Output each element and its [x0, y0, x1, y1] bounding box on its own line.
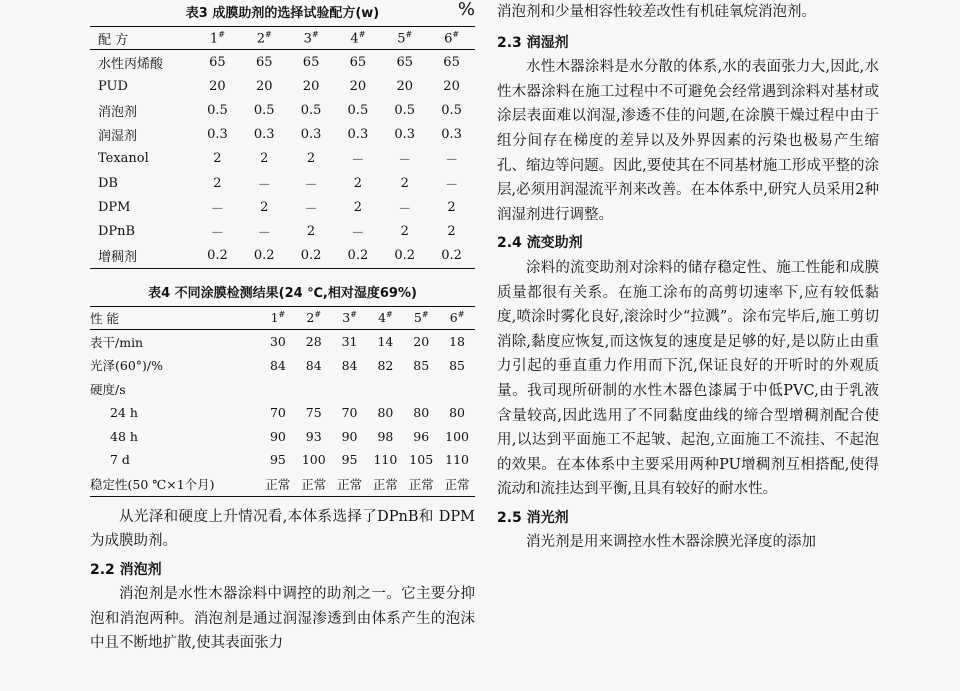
table3-cell: 2 [400, 223, 409, 239]
table4-cell [332, 377, 368, 401]
table4-cell: 70 [341, 405, 358, 421]
table4-header-cell: 4# [367, 306, 403, 329]
table4-cell: 48 h [110, 428, 138, 444]
table3-cell: 2 [447, 223, 456, 239]
table-row [90, 123, 475, 147]
table4-cell [260, 377, 296, 401]
table4-cell: 95 [341, 452, 358, 468]
table3-cell: 20 [209, 78, 226, 94]
section-2-5-heading: 2.5 消光剂 [497, 509, 569, 526]
table3-header-cell: 1# [194, 27, 241, 50]
table4-cell: 80 [413, 405, 430, 421]
table3-cell: 0.2 [300, 248, 322, 264]
table3-caption [90, 2, 475, 20]
table4-cell: 30 [269, 334, 286, 350]
table4-cell [296, 377, 332, 401]
table4-cell: 80 [377, 405, 394, 421]
right-column [497, 0, 879, 555]
table3-cell: 0.2 [253, 248, 275, 264]
table4-cell: 14 [377, 334, 394, 350]
table4-header-cell: 6# [439, 306, 475, 329]
table4-cell: 84 [341, 357, 358, 373]
table4-cell: 93 [305, 428, 322, 444]
table4-cell: 110 [373, 452, 398, 468]
table4-cell: 表干/min [90, 334, 144, 350]
table4-cell: 18 [449, 334, 466, 350]
table4-cell: 24 h [110, 405, 138, 421]
table3-cell: 0.5 [347, 102, 369, 118]
table3-cell: 0.2 [394, 248, 416, 264]
table-row [90, 195, 475, 219]
table3-cell: － [257, 177, 271, 193]
table3-cell: 2 [400, 175, 409, 191]
table3-header-cell: 6# [428, 27, 475, 50]
table3-cell: 0.3 [347, 127, 369, 143]
table3-cell: 增稠剂 [98, 250, 138, 266]
table4-cell: 正常 [265, 476, 291, 492]
table-row [90, 98, 475, 122]
conclusion-paragraph: 从光泽和硬度上升情况看,本体系选择了DPnB和 DPM为成膜助剂。 [90, 508, 475, 550]
table-row [90, 472, 475, 496]
continued-paragraph: 消泡剂和少量相容性较差改性有机硅氧烷消泡剂。 [497, 4, 816, 20]
table3-cell: 65 [349, 54, 367, 70]
table3-cell: 0.2 [441, 248, 462, 264]
table4-cell: 稳定性(50 ℃×1个月) [90, 476, 215, 492]
table3-cell: DB [98, 175, 118, 191]
table3-cell: － [351, 225, 365, 241]
table4-header-cell: 5# [403, 306, 439, 329]
section-2-4-heading: 2.4 流变助剂 [497, 235, 583, 252]
table3-cell: PUD [98, 78, 128, 94]
table4-cell: 75 [305, 405, 322, 421]
table4-header-cell: 性 能 [90, 306, 260, 329]
table-row [90, 74, 475, 98]
table3-cell: 65 [209, 54, 226, 70]
table3-cell: 2 [447, 199, 456, 215]
table3-cell: － [210, 201, 224, 217]
table3-cell: 0.5 [394, 102, 416, 118]
table3-cell: 20 [255, 78, 273, 94]
table3-cell: － [304, 177, 318, 193]
table3-cell: 65 [396, 54, 413, 70]
table4-cell: 20 [413, 334, 430, 350]
table4-cell: 硬度/s [90, 381, 126, 397]
table3-cell: 0.3 [300, 127, 322, 143]
table4-cell: 90 [269, 428, 286, 444]
table4-cell: 31 [341, 334, 358, 350]
table3-cell: － [351, 153, 365, 169]
table4-cell: 100 [445, 428, 469, 444]
table3-header-cell: 3# [288, 27, 335, 50]
table3-cell: 0.5 [441, 102, 462, 118]
table4-cell: 70 [269, 405, 286, 421]
table3-cell: DPnB [98, 223, 136, 239]
table4-cell: 85 [449, 357, 466, 373]
table3-cell: 0.5 [207, 102, 228, 118]
table3-caption-text: 表3 成膜助剂的选择试验配方(w) [185, 6, 380, 21]
table3-cell: 消泡剂 [98, 104, 138, 120]
table-row [90, 329, 475, 353]
table3-cell: 0.3 [253, 127, 275, 143]
table4-cell: 28 [305, 334, 322, 350]
table3-cell: 2 [213, 175, 222, 191]
table-row [90, 401, 475, 425]
table3-unit: % [457, 0, 475, 20]
table3-cell: 65 [255, 54, 273, 70]
table3-cell: 润湿剂 [98, 129, 138, 145]
table3-cell: 0.3 [441, 127, 462, 143]
table-row [90, 171, 475, 195]
table3-cell: 20 [349, 78, 367, 94]
section-2-5-paragraph: 消光剂是用来调控水性木器涂膜光泽度的添加 [526, 534, 816, 551]
table-row [90, 448, 475, 472]
table3-cell: 2 [353, 175, 363, 191]
table-row [90, 147, 475, 171]
table3-cell: Texanol [98, 151, 149, 167]
section-2-2-heading: 2.2 消泡剂 [90, 561, 162, 578]
table3-cell: 0.3 [207, 127, 228, 143]
section-2-3-paragraph: 水性木器涂料是水分散的体系,水的表面张力大,因此,水性木器涂料在施工过程中不可避免会经常遇到涂料对基材或涂层表面难以润湿,渗透不佳的问题,在涂膜干燥过程中由于组分间存在梯度的差异以及外界因素的污染也极易产生缩孔、缩边等问题。因此,要使其在不同基材施工形成平整的涂层,必须用润湿流平剂来改善。在本体系中,研究人员采用2种润湿剂进行调整。 [497, 59, 879, 223]
table4 [90, 306, 475, 497]
table4-cell: 100 [301, 452, 326, 468]
table4-cell [439, 377, 475, 401]
table3-header-cell: 2# [241, 27, 288, 50]
table4-cell: 正常 [408, 476, 434, 492]
table3-cell: 65 [443, 54, 460, 70]
table3-cell: 65 [302, 54, 320, 70]
table3-cell: 2 [306, 151, 316, 167]
table4-cell: 正常 [337, 476, 363, 492]
table4-caption-text: 表4 不同涂膜检测结果(24 ℃,相对湿度69%) [148, 285, 417, 301]
table3-cell: 2 [213, 151, 222, 167]
table4-caption [90, 282, 475, 300]
left-column [90, 0, 475, 656]
table4-cell: 96 [413, 428, 430, 444]
table4-cell: 105 [409, 452, 434, 468]
table3-header-cell: 4# [334, 27, 381, 50]
table4-cell: 7 d [110, 452, 130, 468]
table4-header-cell: 3# [332, 306, 368, 329]
table3-cell: DPM [98, 199, 131, 215]
table4-cell: 84 [305, 357, 322, 373]
table4-cell: 82 [377, 357, 394, 373]
table4-cell: 光泽(60°)/% [90, 358, 163, 374]
table3-cell: 0.2 [207, 248, 228, 264]
section-2-2-paragraph: 消泡剂是水性木器涂料中调控的助剂之一。它主要分抑泡和消泡两种。消泡剂是通过润湿渗透到由体系产生的泡沫中且不断地扩散,使其表面张力 [90, 586, 475, 652]
table4-cell: 110 [445, 452, 469, 468]
table-row [90, 353, 475, 377]
table4-header-cell: 2# [296, 306, 332, 329]
table3 [90, 26, 475, 269]
table4-cell: 85 [413, 357, 430, 373]
table-row [90, 377, 475, 401]
table3-cell: － [445, 153, 459, 169]
table4-header-cell: 1# [260, 306, 296, 329]
table3-header-cell: 5# [381, 27, 428, 50]
table3-cell: 2 [260, 199, 269, 215]
table3-cell: 0.5 [253, 102, 275, 118]
section-2-3-heading: 2.3 润湿剂 [497, 34, 569, 51]
table-row [90, 50, 475, 75]
table4-cell: 98 [377, 428, 394, 444]
table-row [90, 424, 475, 448]
table3-cell: 2 [306, 223, 316, 239]
table3-cell: － [398, 201, 412, 217]
table4-cell: 正常 [301, 476, 327, 492]
table3-cell: － [257, 225, 271, 241]
table4-cell [403, 377, 439, 401]
table3-cell: － [304, 201, 318, 217]
table3-cell: 0.5 [300, 102, 322, 118]
table3-cell: － [445, 177, 459, 193]
section-2-4-paragraph: 涂料的流变助剂对涂料的储存稳定性、施工性能和成膜质量都很有关系。在施工涂布的高剪切速率下,应有较低黏度,喷涂时雾化良好,滚涂时少“拉溅”。涂布完毕后,施工剪切消除,黏度应恢复,而这恢复的速度是足够的好,是以防止由重力引起的垂直重力作用而下沉,保证良好的开听时的外观质量。我司现所研制的水性木器色漆属于中低PVC,由于乳液含量较高,因此选用了不同黏度曲线的缔合型增稠剂配合使用,以达到平面施工不起皱、起泡,立面施工不流挂、不起泡的效果。在本体系中主要采用两种PU增稠剂互相搭配,使得流动和流挂达到平衡,且具有较好的耐水性。 [497, 259, 879, 498]
table3-cell: 水性丙烯酸 [98, 56, 164, 72]
table4-cell: 正常 [444, 476, 470, 492]
table4-cell: 84 [269, 357, 286, 373]
table3-cell: － [210, 225, 224, 241]
table4-cell: 90 [341, 428, 358, 444]
table-row [90, 244, 475, 269]
table3-cell: 0.3 [394, 127, 416, 143]
table4-cell [367, 377, 403, 401]
table3-cell: 0.2 [347, 248, 369, 264]
table4-cell: 80 [449, 405, 466, 421]
table4-cell: 95 [269, 452, 286, 468]
table3-cell: 20 [443, 78, 460, 94]
table3-cell: 20 [396, 78, 413, 94]
table3-cell: 2 [353, 199, 363, 215]
table4-cell: 正常 [372, 476, 398, 492]
table3-cell: 20 [302, 78, 320, 94]
table3-header-cell: 配 方 [90, 27, 194, 50]
table3-cell: － [398, 153, 412, 169]
table-row [90, 219, 475, 243]
table3-cell: 2 [260, 151, 269, 167]
